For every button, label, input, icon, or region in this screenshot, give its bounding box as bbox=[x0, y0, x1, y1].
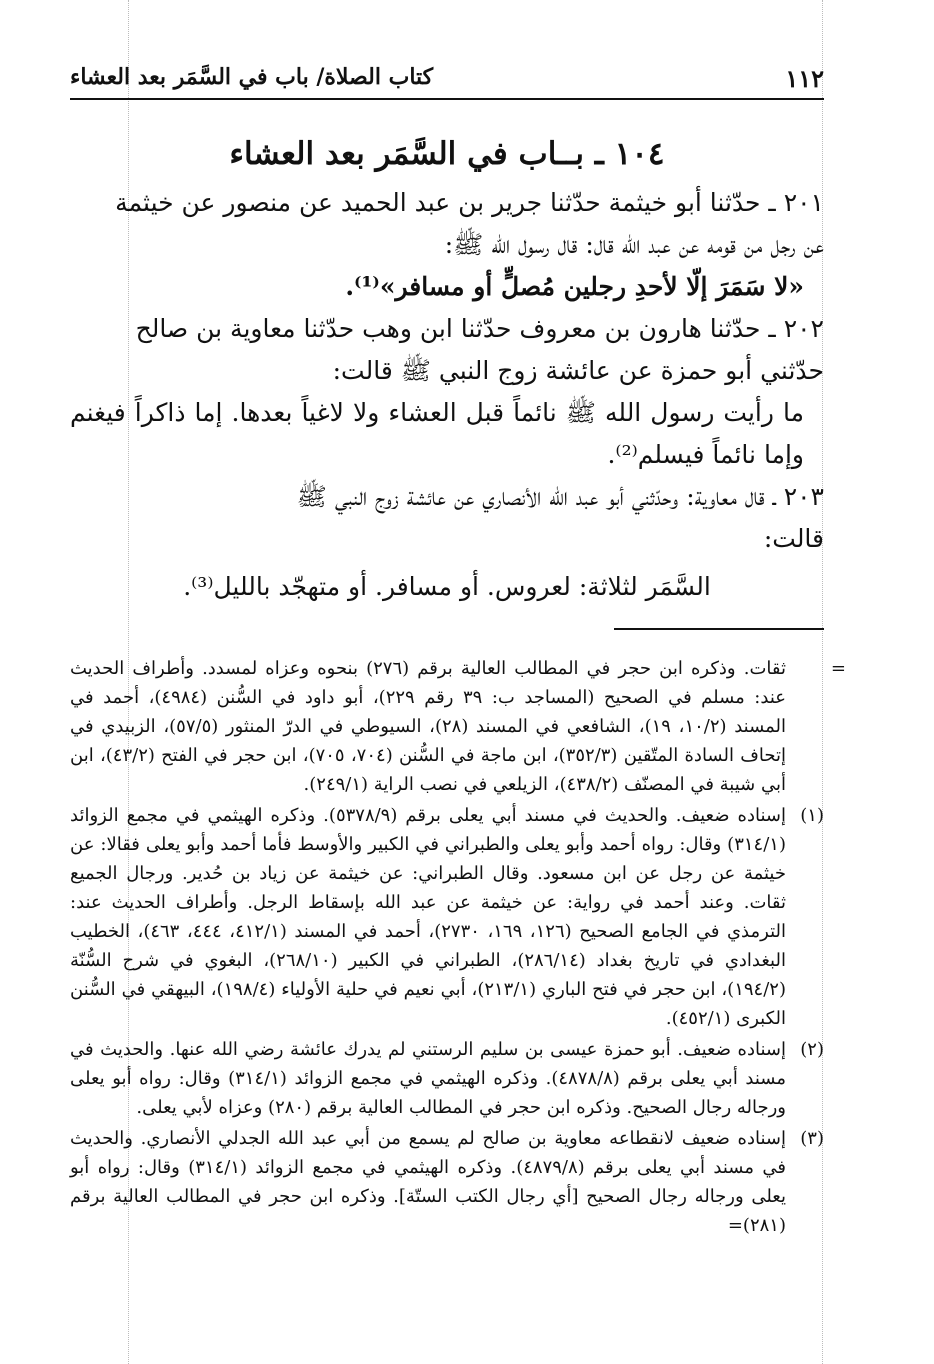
footnote-text: إسناده ضعيف. أبو حمزة عيسى بن سليم الرستني لم يدرك عائشة رضي الله عنها. والحديث في مسند أبي يعلى برقم (٤٨٧٨/٨). وذكره الهيثمي في مجمع الزوائد (٣١٤/١) وقال: رواه أبو يعلى ورجاله رجال الصحيح. وذكره ابن حجر في المطالب العالية برقم (٢٨٠) وعزاه لأبي يعلى. bbox=[70, 1039, 786, 1118]
footnote-marker: (٢) bbox=[800, 1039, 824, 1060]
hadith-203-line1: ٢٠٣ ـ قال معاوية: وحدّثني أبو عبد الله الأنصاري عن عائشة زوج النبي ﷺ bbox=[296, 482, 824, 511]
footnote-2 bbox=[70, 1035, 824, 1122]
hadith-202-line1: ٢٠٢ ـ حدّثنا هارون بن معروف حدّثنا ابن وهب حدّثنا معاوية بن صالح bbox=[135, 314, 824, 343]
footnotes bbox=[70, 654, 846, 1242]
hadith-203-line2: قالت: bbox=[763, 524, 824, 553]
chapter-title: ١٠٤ ـ بــاب في السَّمَر بعد العشاء bbox=[229, 136, 665, 172]
footnote-text: إسناده ضعيف لانقطاعه معاوية بن صالح لم يسمع من أبي عبد الله الجدلي الأنصاري. والحديث في مسند أبي يعلى برقم (٤٨٧٩/٨). وذكره الهيثمي في مجمع الزوائد (٣١٤/١) وقال: رواه أبو يعلى ورجاله رجال الصحيح [أي رجال الكتب الستّة]. وذكره ابن حجر في المطالب العالية برقم (٢٨١)= bbox=[70, 1128, 786, 1236]
continuation-marker: = bbox=[830, 658, 846, 679]
hadith-201-line1: ٢٠١ ـ حدّثنا أبو خيثمة حدّثنا جرير بن عبد الحميد عن منصور عن خيثمة bbox=[115, 188, 824, 217]
hadith-201-quote: «لا سَمَرَ إلّا لأحدِ رجلين مُصلٍّ أو مسافر»⁽¹⁾. bbox=[345, 272, 804, 301]
footnote-1 bbox=[70, 801, 824, 1033]
footnote-continuation bbox=[70, 654, 846, 799]
footnote-continuation-text: ثقات. وذكره ابن حجر في المطالب العالية برقم (٢٧٦) بنحوه وعزاه لمسدد. وأطراف الحديث عند: مسلم في الصحيح (المساجد ب: ٣٩ رقم ٢٢٩)، أبو داود في السُّنن (٤٩٨٤)، أحمد في المسند (١٠/٢، ١٩)، الشافعي في المسند (٢٨)، السيوطي في الدرّ المنثور (٥٧/٥)، الزبيدي في إتحاف السادة المتّقين (٣٥٢/٣)، ابن ماجة في السُّنن (٧٠٤، ٧٠٥)، ابن حجر في الفتح (٤٣/٢)، ابن أبي شيبة في المصنّف (٤٣٨/٢)، الزيلعي في نصب الراية (٢٤٩/١). bbox=[70, 658, 787, 795]
hadith-201-line2: عن رجل من قومه عن عبد الله قال: قال رسول الله ﷺ: bbox=[444, 230, 824, 259]
hadith-202-line2: حدّثني أبو حمزة عن عائشة زوج النبي ﷺ قالت: bbox=[332, 356, 824, 385]
footnote-text: إسناده ضعيف. والحديث في مسند أبي يعلى برقم (٥٣٧٨/٩). وذكره الهيثمي في مجمع الزوائد (٣١٤/١) وقال: رواه أحمد وأبو يعلى والطبراني في الكبير والأوسط فأما أحمد وأبو يعلى فقالا: عن خيثمة عن رجل عن ابن مسعود. وقال الطبراني: عن خيثمة عن زياد بن حُدير. ورجال الجميع ثقات. وعند أحمد في رواية: عن خيثمة عن عبد الله بإسقاط الرجل. وأطراف الحديث عند: الترمذي في الجامع الصحيح (١٢٦، ١٦٩، ٢٧٣٠)، أحمد في المسند (٤١٢/١، ٤٤٤، ٤٦٣)، الخطيب البغدادي في تاريخ بغداد (٢٨٦/١٤)، الطبراني في الكبير (٢٦٨/١٠)، البغوي في شرح السُّنّة (١٩٤/٢)، ابن حجر في فتح الباري (٢١٣/١)، أبي نعيم في حلية الأولياء (١٩٨/٤)، البيهقي في السُّنن الكبرى (٤٥٢/١). bbox=[70, 805, 786, 1029]
footnote-separator bbox=[614, 628, 824, 630]
page-number: ١١٢ bbox=[785, 64, 824, 93]
header-rule bbox=[70, 98, 824, 100]
running-title: كتاب الصلاة/ باب في السَّمَر بعد العشاء bbox=[70, 64, 434, 90]
footnote-3 bbox=[70, 1124, 824, 1240]
page-header bbox=[70, 62, 824, 96]
hadith-203-quote: السَّمَر لثلاثة: لعروس. أو مسافر. أو متهجّد بالليل⁽³⁾. bbox=[183, 572, 711, 601]
main-text bbox=[70, 182, 824, 608]
footnote-marker: (٣) bbox=[800, 1128, 824, 1149]
footnote-marker: (١) bbox=[800, 805, 824, 826]
hadith-202-body: ما رأيت رسول الله ﷺ نائماً قبل العشاء ولا لاغياً بعدها. إما ذاكراً فيغنم وإما نائماً فيسلم⁽²⁾. bbox=[70, 398, 804, 469]
